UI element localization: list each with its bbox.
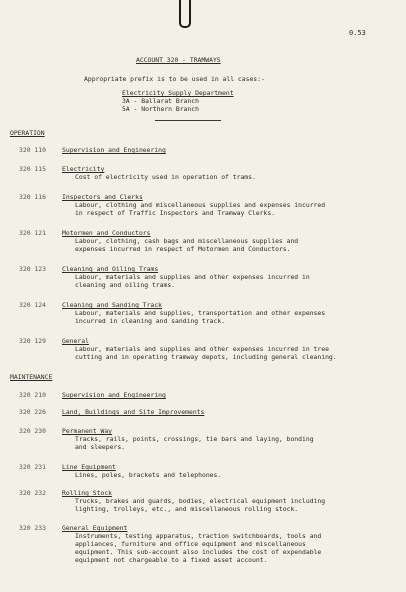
- section-heading-maintenance: MAINTENANCE: [10, 373, 53, 381]
- account-code: 320 210: [19, 391, 46, 399]
- account-description: Labour, clothing and miscellaneous supplies and expenses incurred in respect of Traffic Inspectors and Tramway Clerks.: [75, 201, 326, 217]
- account-description: Labour, materials and supplies, transportation and other expenses incurred in cleaning and sanding track.: [75, 309, 326, 325]
- account-description: Cost of electricity used in operation of trams.: [75, 173, 256, 181]
- branch-line: 3A - Ballarat Branch: [122, 97, 199, 105]
- account-heading: Cleaning and Oiling Trams: [62, 265, 159, 273]
- account-heading: Line Equipment: [62, 463, 116, 471]
- account-heading: Motormen and Conductors: [62, 229, 151, 237]
- branch-line: 5A - Northern Branch: [122, 105, 199, 113]
- paper-clip-icon: [179, 0, 191, 28]
- account-description: Lines, poles, brackets and telephones.: [75, 471, 222, 479]
- document-title: ACCOUNT 320 - TRAMWAYS: [136, 56, 221, 64]
- account-heading: General: [62, 337, 89, 345]
- account-description: Instruments, testing apparatus, traction switchboards, tools and appliances, furniture and office equipment and miscellaneous equipment. This sub-account also includes the cost of expendable equipment not chargeable to a fixed asset account.: [75, 532, 322, 564]
- account-code: 320 233: [19, 524, 46, 532]
- account-description: Trucks, brakes and guards, bodies, electrical equipment including lighting, trolleys, etc., and miscellaneous rolling stock.: [75, 497, 326, 513]
- account-heading: Electricity: [62, 165, 105, 173]
- account-code: 320 124: [19, 301, 46, 309]
- section-heading-operation: OPERATION: [10, 129, 45, 137]
- account-code: 320 116: [19, 193, 46, 201]
- account-heading: Cleaning and Sanding Track: [62, 301, 163, 309]
- account-code: 320 226: [19, 408, 46, 416]
- account-heading: Inspectors and Clerks: [62, 193, 143, 201]
- account-description: Labour, materials and supplies and other expenses incurred in cleaning and oiling trams.: [75, 273, 310, 289]
- account-code: 320 123: [19, 265, 46, 273]
- page-number: 0.53: [349, 29, 366, 37]
- account-description: Tracks, rails, points, crossings, tie bars and laying, bonding and sleepers.: [75, 435, 314, 451]
- account-description: Labour, clothing, cash bags and miscellaneous supplies and expenses incurred in respect of Motormen and Conductors.: [75, 237, 299, 253]
- prefix-note: Appropriate prefix is to be used in all cases:-: [84, 75, 265, 83]
- account-heading: Permanent Way: [62, 427, 113, 435]
- account-heading: Rolling Stock: [62, 489, 113, 497]
- account-code: 320 230: [19, 427, 46, 435]
- account-heading: General Equipment: [62, 524, 128, 532]
- department-name: Electricity Supply Department: [122, 89, 234, 97]
- divider-rule: [155, 120, 221, 121]
- account-code: 320 110: [19, 146, 46, 154]
- account-heading: Supervision and Engineering: [62, 146, 166, 154]
- account-heading: Land, Buildings and Site Improvements: [62, 408, 205, 416]
- account-heading: Supervision and Engineering: [62, 391, 166, 399]
- account-code: 320 232: [19, 489, 46, 497]
- account-code: 320 231: [19, 463, 46, 471]
- account-code: 320 121: [19, 229, 46, 237]
- account-code: 320 115: [19, 165, 46, 173]
- account-description: Labour, materials and supplies and other expenses incurred in tree cutting and in operating tramway depots, including general cleaning.: [75, 345, 337, 361]
- account-code: 320 129: [19, 337, 46, 345]
